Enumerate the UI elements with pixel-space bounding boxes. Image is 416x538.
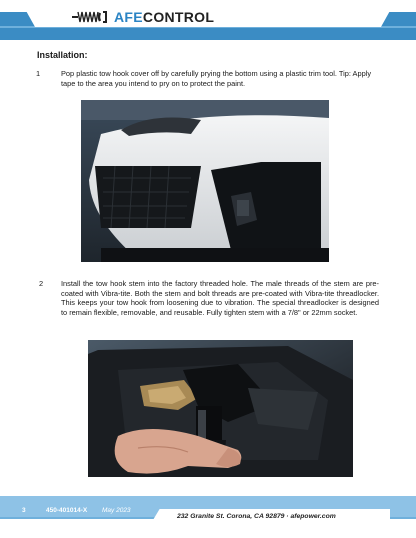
company-address: 232 Granite St. Corona, CA 92879 · afepower.com (177, 513, 336, 520)
spring-logo-icon (72, 11, 112, 23)
section-title: Installation: (37, 50, 88, 60)
page-header (0, 0, 416, 40)
page-footer (0, 496, 416, 538)
bumper-photo (81, 100, 329, 262)
page-number: 3 (22, 507, 26, 514)
logo-afe-text: AFE (114, 9, 143, 25)
afe-control-logo (72, 9, 214, 25)
step-number: 2 (39, 279, 44, 288)
bumper-illustration (81, 100, 329, 262)
tow-hook-install-photo (88, 340, 353, 477)
tow-hook-illustration (88, 340, 353, 477)
step-text: Pop plastic tow hook cover off by carefully prying the bottom using a plastic trim tool. Tip: Apply tape to the area you intend to pry on to protect the paint. (61, 69, 372, 88)
part-number: 450-401014-X (46, 507, 88, 514)
step-text: Install the tow hook stem into the factory threaded hole. The male threads of the stem are pre-coated with Vibra-tite. Both the stem and bolt threads are pre-coated with Vibra-tite threadlocker. This keeps your tow hook from loosening due to vibration. The special threadlocker is designed to remain flexible, removable, and reusable. Fully tighten stem with a 7/8" or 22mm socket. (61, 279, 379, 317)
step-number: 1 (36, 69, 41, 78)
logo-control-text: CONTROL (142, 9, 215, 25)
document-date: May 2023 (102, 507, 131, 514)
